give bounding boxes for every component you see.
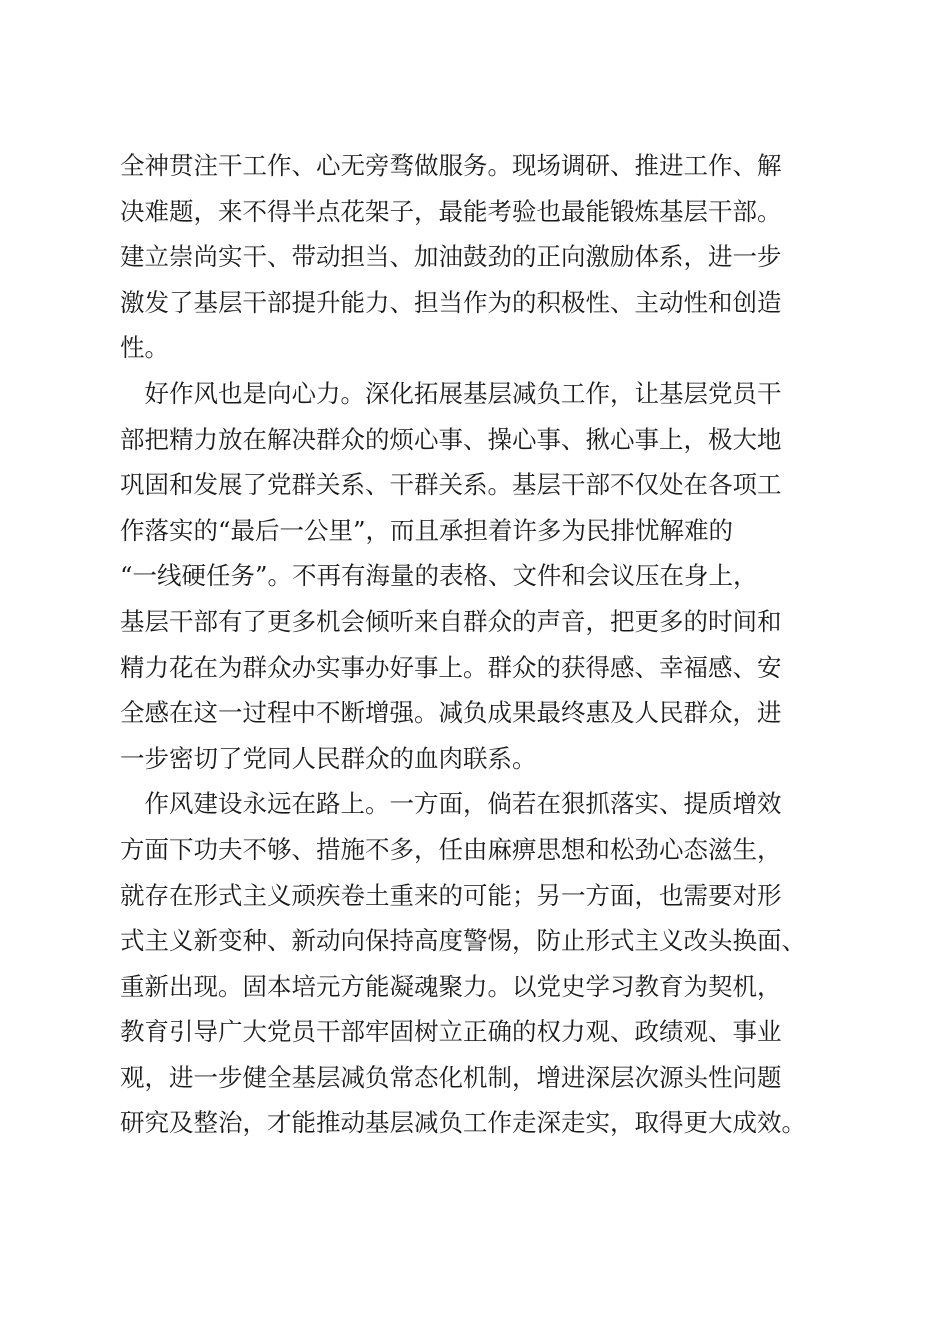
text-line: 研究及整治，才能推动基层减负工作走深走实，取得更大成效。 — [120, 1108, 806, 1138]
text-line: 巩固和发展了党群关系、干群关系。基层干部不仅处在各项工 — [120, 470, 782, 500]
text-line: 激发了基层干部提升能力、担当作为的积极性、主动性和创造 — [120, 287, 782, 317]
text-line: 方面下功夫不够、措施不多，任由麻痹思想和松劲心态滋生， — [120, 834, 782, 864]
text-line: 一步密切了党同人民群众的血肉联系。 — [120, 743, 537, 773]
text-line: 决难题，来不得半点花架子，最能考验也最能锻炼基层干部。 — [120, 196, 782, 226]
text-line: 建立崇尚实干、带动担当、加油鼓劲的正向激励体系，进一步 — [120, 242, 782, 272]
text-line: 基层干部有了更多机会倾听来自群众的声音，把更多的时间和 — [120, 606, 782, 636]
text-line: 作风建设永远在路上。一方面，倘若在狠抓落实、提质增效 — [120, 789, 782, 819]
text-line: 部把精力放在解决群众的烦心事、操心事、揪心事上，极大地 — [120, 424, 782, 454]
text-line: 式主义新变种、新动向保持高度警惕，防止形式主义改头换面、 — [120, 926, 806, 956]
body-text — [120, 143, 840, 1146]
text-line: 教育引导广大党员干部牢固树立正确的权力观、政绩观、事业 — [120, 1017, 782, 1047]
text-line: 观，进一步健全基层减负常态化机制，增进深层次源头性问题 — [120, 1062, 782, 1092]
text-line: 好作风也是向心力。深化拓展基层减负工作，让基层党员干 — [120, 378, 782, 408]
text-line: 精力花在为群众办实事办好事上。群众的获得感、幸福感、安 — [120, 652, 782, 682]
text-line: “一线硬任务”。不再有海量的表格、文件和会议压在身上， — [120, 561, 758, 591]
text-line: 就存在形式主义顽疾卷土重来的可能；另一方面，也需要对形 — [120, 880, 782, 910]
text-line: 性。 — [120, 333, 169, 363]
text-line: 作落实的“最后一公里”，而且承担着许多为民排忧解难的 — [120, 515, 734, 545]
text-line: 重新出现。固本培元方能凝魂聚力。以党史学习教育为契机， — [120, 971, 782, 1001]
text-line: 全感在这一过程中不断增强。减负成果最终惠及人民群众，进 — [120, 698, 782, 728]
text-line: 全神贯注干工作、心无旁骛做服务。现场调研、推进工作、解 — [120, 151, 782, 180]
